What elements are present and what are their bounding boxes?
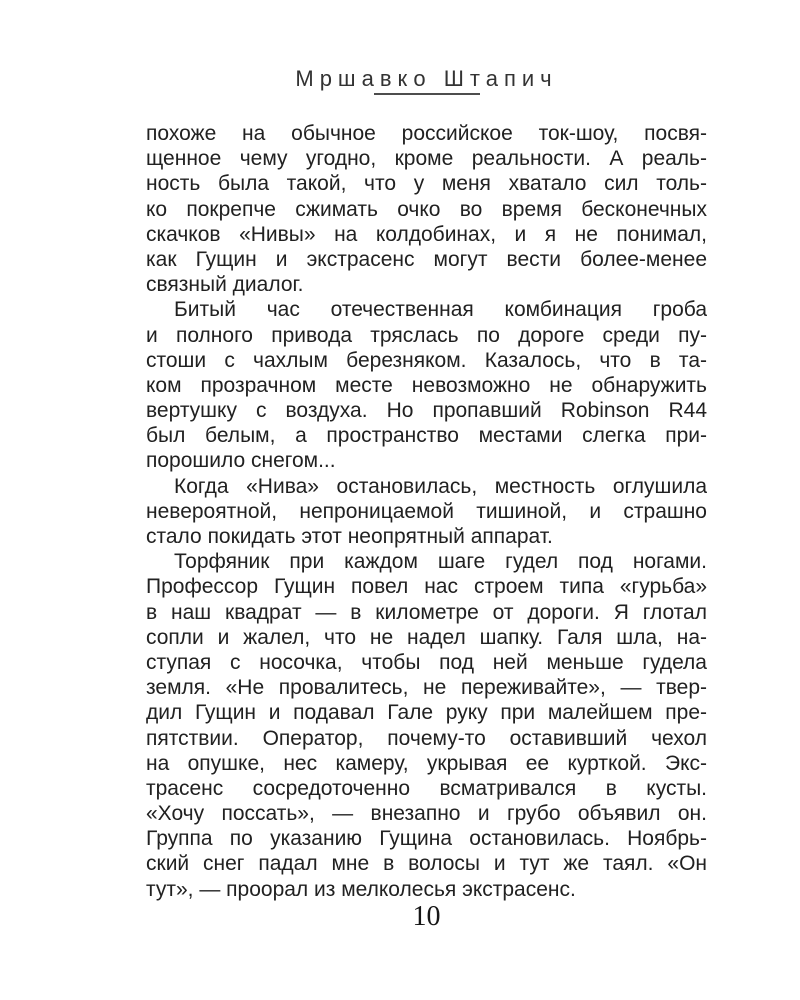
paragraph — [146, 121, 707, 297]
paragraph — [146, 549, 707, 902]
text-line: Битый час отечественная комбинация гроба — [174, 298, 707, 322]
text-line: порошило снегом... — [146, 449, 336, 473]
text-line: был белым, а пространство местами слегка при- — [146, 424, 707, 448]
text-line: земля. «Не провалитесь, не переживайте», — твер- — [146, 676, 707, 700]
text-line: стало покидать этот неопрятный аппарат. — [146, 525, 553, 548]
text-line: пятствии. Оператор, почему-то оставивший чехол — [146, 726, 707, 750]
text-line: трасенс сосредоточенно всматривался в кусты. — [146, 776, 707, 800]
text-line: сопли и жалел, что не надел шапку. Галя шла, на- — [146, 625, 707, 649]
paragraph — [146, 474, 707, 550]
text-line: вертушку с воздуха. Но пропавший Robinson R44 — [146, 399, 707, 423]
running-header-author: Мршавко Штапич — [295, 66, 558, 91]
text-line: дил Гущин и подавал Гале руку при малейшем пре- — [146, 701, 707, 725]
header-divider-rule — [374, 93, 480, 95]
text-line: щенное чему угодно, кроме реальности. А реаль- — [146, 147, 707, 171]
text-line: тут», — проорал из мелколесья экстрасенс. — [146, 877, 576, 901]
text-line: невероятной, непроницаемой тишиной, и страшно — [146, 499, 707, 523]
text-line: Торфяник при каждом шаге гудел под ногами. — [174, 550, 707, 574]
text-line: «Хочу поссать», — внезапно и грубо объявил он. — [146, 802, 707, 826]
text-line: похоже на обычное российское ток-шоу, посвя- — [146, 122, 707, 145]
text-line: как Гущин и экстрасенс могут вести более-менее — [146, 247, 707, 271]
text-line: скачков «Нивы» на колдобинах, и я не понимал, — [146, 222, 707, 246]
text-line: Группа по указанию Гущина остановилась. Ноябрь- — [146, 827, 707, 851]
text-line: и полного привода тряслась по дороге среди пу- — [146, 323, 707, 347]
text-line: Профессор Гущин повел нас строем типа «гурьба» — [146, 575, 707, 599]
text-line: ность была такой, что у меня хватало сил толь- — [146, 172, 707, 196]
text-line: ком прозрачном месте невозможно не обнаружить — [146, 373, 707, 397]
paragraph — [146, 297, 707, 473]
text-line: ступая с носочка, чтобы под ней меньше гудела — [146, 650, 707, 674]
text-line: стоши с чахлым березняком. Казалось, что в та- — [146, 348, 707, 372]
text-line: в наш квадрат — в километре от дороги. Я глотал — [146, 600, 707, 624]
text-line: ский снег падал мне в волосы и тут же таял. «Он — [146, 852, 707, 876]
page-number: 10 — [412, 901, 441, 932]
text-line: связный диалог. — [146, 273, 304, 297]
text-line: Когда «Нива» остановилась, местность оглушила — [174, 474, 707, 498]
text-line: ко покрепче сжимать очко во время бесконечных — [146, 197, 707, 221]
text-line: на опушке, нес камеру, укрывая ее курткой. Экс- — [146, 751, 707, 775]
body-text — [146, 121, 707, 902]
